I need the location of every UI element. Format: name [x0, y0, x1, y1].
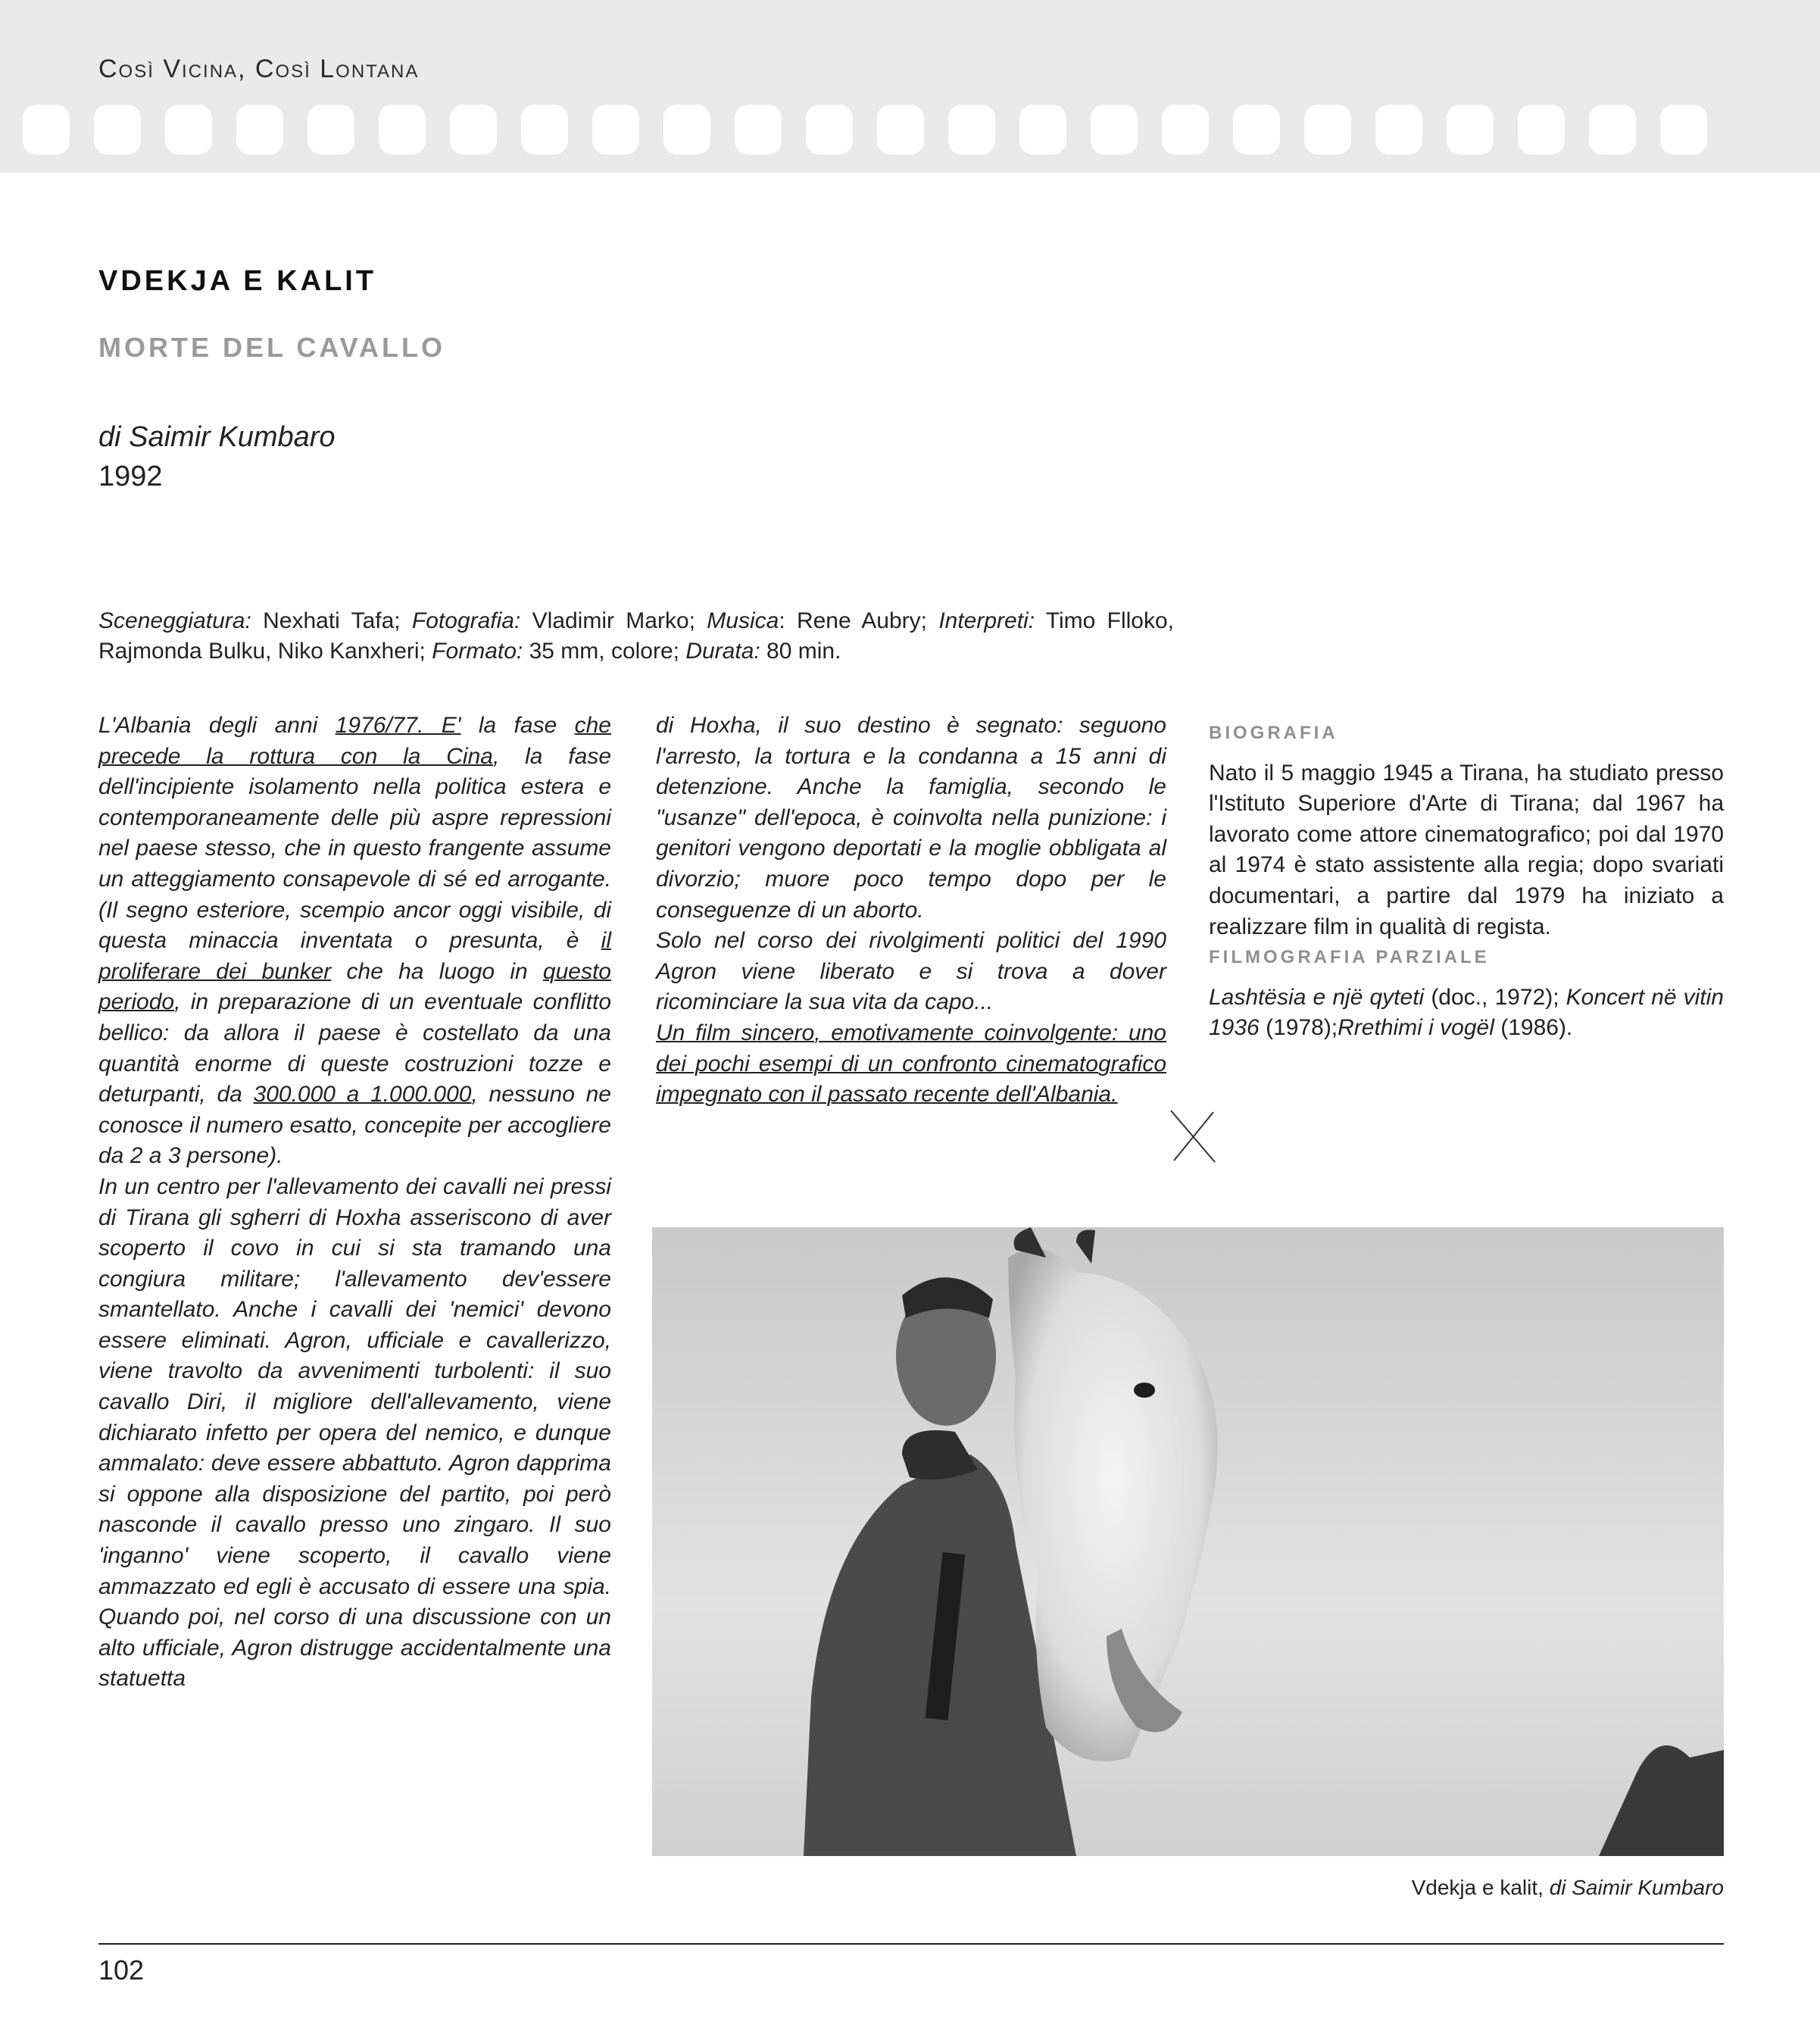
film-meta: (1978); [1259, 1015, 1338, 1041]
photography-value: Vladimir Marko; [520, 608, 707, 633]
underlined-text: il proliferare dei bunker [98, 928, 611, 984]
header-band [0, 0, 1820, 173]
perforation [1091, 105, 1138, 155]
director-line: di Saimir Kumbaro [98, 421, 336, 453]
film-meta: (doc., 1972); [1424, 984, 1566, 1010]
perforation [1589, 105, 1636, 155]
film-still-photo [652, 1227, 1724, 1856]
text-run: , nessuno ne conosce il numero esatto, concepite per accogliere da 2 a 3 persone). [98, 1082, 611, 1169]
filmography-text [1209, 983, 1724, 1044]
synopsis-paragraph: In un centro per l'allevamento dei cavalli nei pressi di Tirana gli sgherri di Hoxha asseriscono di aver scoperto il covo in cui si sta tramando una congiura militare; l'allevamento dev'essere smantellato. Anche i cavalli dei 'nemici' devono essere eliminati. Agron, ufficiale e cavallerizzo, viene travolto da avvenimenti turbolenti: il suo cavallo Diri, il migliore dell'allevamento, viene dichiarato infetto per opera del nemico, e dunque ammalato: deve essere abbattuto. Agron dapprima si oppone alla disposizione del partito, poi però nasconde il cavallo presso uno zingaro. Il suo 'inganno' viene scoperto, il cavallo viene ammazzato ed egli è accusato di essere una spia. Quando poi, nel corso di una discussione con un alto ufficiale, Agron distrugge accidentalmente una statuetta [98, 1173, 611, 1692]
format-label: Formato: [432, 639, 523, 664]
caption-director: di Saimir Kumbaro [1549, 1876, 1724, 1899]
text-run: che ha luogo in [331, 958, 543, 984]
perforation [94, 105, 141, 155]
running-title: Così Vicina, Così Lontana [98, 55, 420, 83]
screenplay-label: Sceneggiatura: [98, 608, 251, 633]
perforation [1375, 105, 1422, 155]
synopsis-paragraph: di Hoxha, il suo destino è segnato: seguono l'arresto, la tortura e la condanna a 15 anni di detenzione. Anche la famiglia, secondo le "usanze" dell'epoca, è coinvolta nella punizione: i genitori vengono deportati e la moglie obbligata al divorzio; muore poco tempo dopo per le conseguenze di un aborto. [656, 713, 1166, 923]
duration-value: 80 min. [760, 639, 841, 664]
synopsis-column-middle [656, 711, 1166, 1111]
film-year: 1992 [98, 461, 163, 492]
film-subtitle: MORTE DEL CAVALLO [98, 332, 445, 363]
duration-label: Durata: [685, 639, 760, 664]
text-run: , la fase dell'incipiente isolamento nella politica estera e contemporaneamente delle più aspre repressioni nel paese stesso, che in questo frangente assume un atteggiamento consapevole di sé ed arrogante. (Il segno esteriore, scempio ancor oggi visibile, di questa minaccia inventata o presunta, è [98, 743, 612, 954]
perforation [1660, 105, 1707, 155]
synopsis-paragraph [98, 711, 611, 1172]
perforation [735, 105, 782, 155]
footer-rule [98, 1943, 1724, 1945]
underlined-text: che precede la rottura con la Cina [98, 713, 611, 769]
synopsis-verdict: Un film sincero, emotivamente coinvolgente: uno dei pochi esempi di un confronto cinematografico impegnato con il passato recente dell'Albania. [656, 1020, 1166, 1108]
film-title-item: Rrethimi i vogël [1338, 1015, 1494, 1041]
text-run: la fase [460, 713, 575, 738]
photography-label: Fotografia: [411, 608, 521, 633]
film-meta: (1986). [1494, 1015, 1573, 1041]
biography-text: Nato il 5 maggio 1945 a Tirana, ha studiato presso l'Istituto Superiore d'Arte di Tirana; dal 1967 ha lavorato come attore cinematografico; poi dal 1970 al 1974 è stato assistente alla regia; dopo svariati documentari, a partire dal 1979 ha iniziato a realizzare film in qualità di regista. [1209, 760, 1724, 939]
perforation [1019, 105, 1066, 155]
perforation [1162, 105, 1209, 155]
biography-label: BIOGRAFIA [1209, 723, 1338, 743]
perforation [165, 105, 212, 155]
perforation [592, 105, 639, 155]
music-label: Musica [707, 608, 779, 633]
photo-caption [1412, 1876, 1724, 1900]
underlined-text: 300.000 a 1.000.000 [253, 1082, 472, 1108]
screenplay-value: Nexhati Tafa; [251, 608, 412, 633]
text-run: , in preparazione di un eventuale conflitto bellico: da allora il paese è costellato da una quantità enorme di queste costruzioni tozze e deturpanti, da [98, 989, 611, 1108]
perforation [521, 105, 568, 155]
underlined-text: 1976/77. E' [335, 713, 461, 738]
perforation [1233, 105, 1280, 155]
format-value: 35 mm, colore; [523, 639, 686, 664]
perforation [877, 105, 924, 155]
perforation [23, 105, 70, 155]
perforation [1518, 105, 1565, 155]
handwritten-x-mark [1166, 1106, 1219, 1167]
film-title-item: Lashtësia e një qyteti [1209, 984, 1425, 1010]
synopsis-column-left [98, 711, 611, 1695]
synopsis-paragraph: Solo nel corso dei rivolgimenti politici del 1990 Agron viene liberato e si trova a dover ricominciare la sua vita da capo... [656, 928, 1166, 1015]
perforation [1304, 105, 1351, 155]
perforation [379, 105, 426, 155]
film-strip-perforations [23, 105, 1820, 155]
page-number: 102 [98, 1954, 145, 1986]
caption-title: Vdekja e kalit, [1411, 1876, 1550, 1899]
cast-label: Interpreti: [938, 608, 1035, 633]
text-run: L'Albania degli anni [98, 713, 336, 738]
perforation [948, 105, 995, 155]
cast-value: Timo Flloko, Rajmonda Bulku, Niko Kanxheri; [98, 608, 1175, 664]
perforation [236, 105, 283, 155]
perforation [307, 105, 354, 155]
film-title-item: Koncert në vitin 1936 [1209, 984, 1724, 1041]
credits-block [98, 606, 1174, 667]
underlined-text: questo periodo [98, 958, 611, 1015]
filmography-label: FILMOGRAFIA PARZIALE [1209, 947, 1490, 968]
perforation [806, 105, 853, 155]
perforation [450, 105, 497, 155]
film-title: VDEKJA E KALIT [98, 265, 377, 297]
perforation [1447, 105, 1494, 155]
sidebar-column [1209, 718, 1724, 1044]
perforation [663, 105, 710, 155]
music-value: : Rene Aubry; [779, 608, 939, 633]
